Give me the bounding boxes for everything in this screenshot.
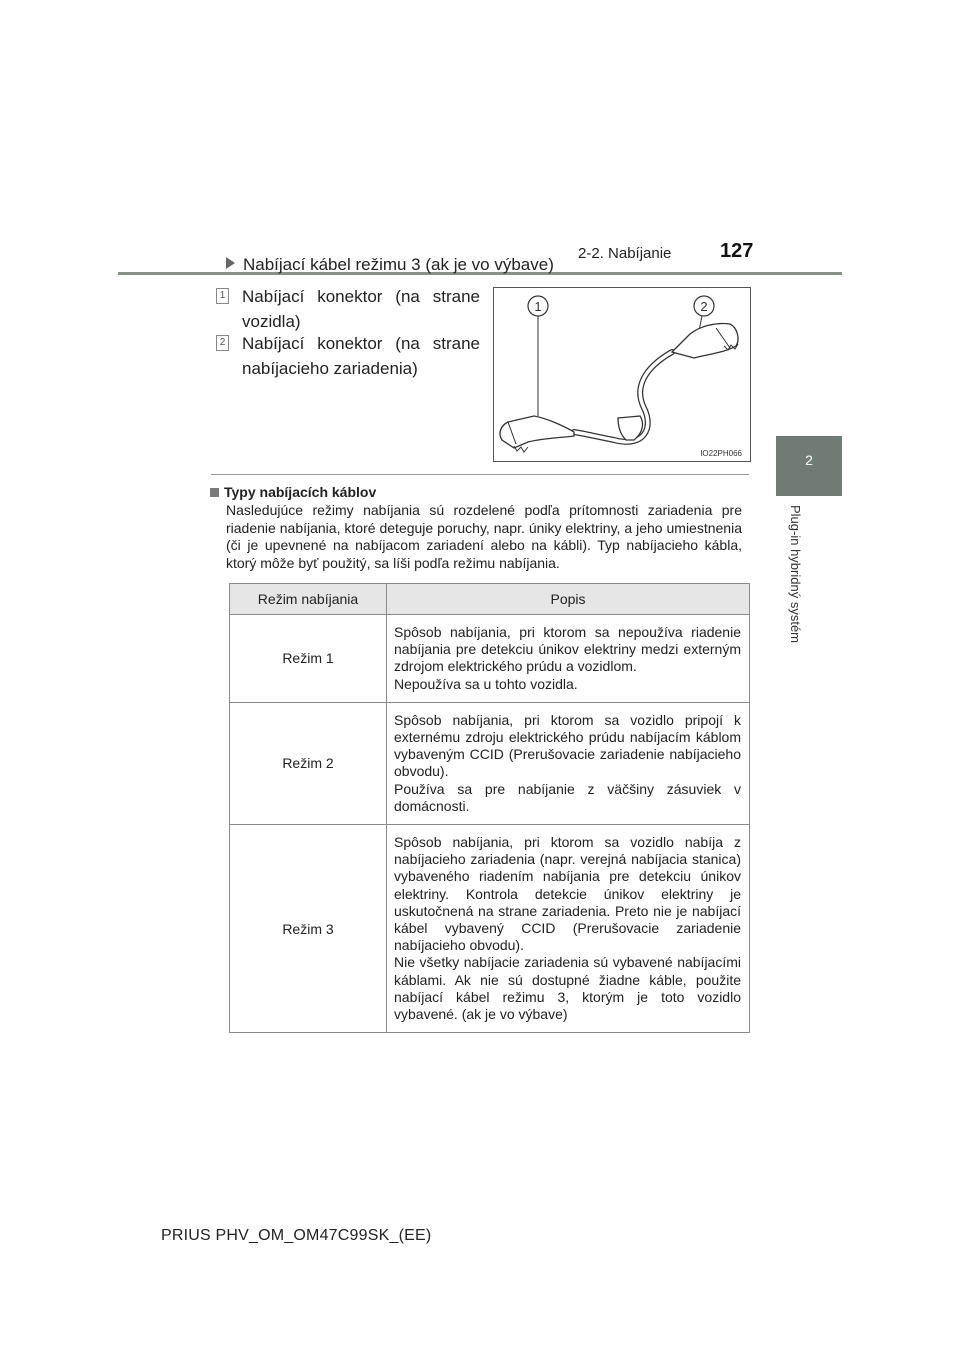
section-title: 2-2. Nabíjanie: [578, 245, 672, 262]
mode-cell: Režim 3: [230, 825, 387, 1033]
charging-cable-figure: [493, 287, 751, 462]
document-code: PRIUS PHV_OM_OM47C99SK_(EE): [161, 1227, 432, 1244]
page-number: 127: [720, 240, 754, 262]
description-line: Spôsob nabíjania, pri ktorom sa vozidlo pripojí k externému zdroju elektrického prúdu nabíjacím káblom vybaveným CCID (Prerušovacie zariadenie nabíjacieho obvodu).: [394, 711, 741, 780]
square-bullet-icon: [210, 488, 219, 497]
station-connector: [672, 323, 738, 358]
callout-badge: 1: [216, 288, 229, 304]
charging-modes-table: [229, 583, 750, 1033]
description-line: Nie všetky nabíjacie zariadenia sú vybavené nabíjacími káblami. Ak nie sú dostupné žiadne káble, použite nabíjací kábel režimu 3, ktorým je toto vozidlo vybavené. (ak je vo výbave): [394, 954, 741, 1023]
types-heading: [210, 484, 376, 500]
types-paragraph: Nasledujúce režimy nabíjania sú rozdelené podľa prítomnosti zariadenia pre riadenie nabíjania, ktoré deteguje poruchy, napr. úniky elektriny, a jeho umiestnenia (či je upevnené na nabíjacom zariadení alebo na kábli). Typ nabíjacieho kábla, ktorý môže byť použitý, sa líši podľa režimu nabíjania.: [226, 502, 742, 571]
list-item: [216, 284, 480, 334]
mode-cell: Režim 1: [230, 615, 387, 703]
triangle-bullet-icon: [226, 257, 235, 269]
list-item-text: Nabíjací konektor (na strane nabíjacieho zariadenia): [242, 334, 480, 378]
cable-heading: [226, 255, 554, 275]
mode-cell: Režim 2: [230, 702, 387, 824]
callout-badge: 2: [216, 335, 229, 351]
column-header-description: Popis: [387, 584, 750, 615]
list-item: [216, 331, 480, 381]
description-cell: [387, 825, 750, 1033]
chapter-tab-number: 2: [805, 452, 813, 468]
description-line: Používa sa pre nabíjanie z väčšiny zásuviek v domácnosti.: [394, 780, 741, 814]
description-line: Spôsob nabíjania, pri ktorom sa nepoužíva riadenie nabíjania pre detekciu únikov elektriny medzi externým zdrojom elektrického prúdu a vozidlom.: [394, 624, 741, 675]
description-line: Nepoužíva sa u tohto vozidla.: [394, 675, 578, 692]
callout-label-2: 2: [700, 299, 708, 314]
chapter-tab-label: Plug-in hybridný systém: [788, 505, 803, 643]
charging-cable-illustration: [494, 288, 750, 461]
column-header-mode: Režim nabíjania: [230, 584, 387, 615]
list-item-text: Nabíjací konektor (na strane vozidla): [242, 287, 480, 331]
table-row: [230, 702, 750, 824]
description-cell: [387, 615, 750, 703]
description-cell: [387, 702, 750, 824]
table-header-row: [230, 584, 750, 615]
figure-code: IO22PH066: [700, 449, 742, 458]
description-line: Spôsob nabíjania, pri ktorom sa vozidlo nabíja z nabíjacieho zariadenia (napr. verejná nabíjacia stanica) vybaveného riadením nabíjania pre detekciu únikov elektriny. Kontrola detekcie únikov elektriny je uskutočnená na strane zariadenia. Preto nie je nabíjací kábel vybavený CCID (Prerušovacie zariadenie nabíjacieho obvodu).: [394, 834, 741, 954]
table-row: [230, 615, 750, 703]
cable-heading-text: Nabíjací kábel režimu 3 (ak je vo výbave): [243, 255, 554, 274]
callout-label-1: 1: [534, 299, 542, 314]
table-row: [230, 825, 750, 1033]
vehicle-connector: [500, 416, 574, 448]
section-divider: [211, 474, 749, 475]
types-heading-text: Typy nabíjacích káblov: [224, 484, 377, 500]
